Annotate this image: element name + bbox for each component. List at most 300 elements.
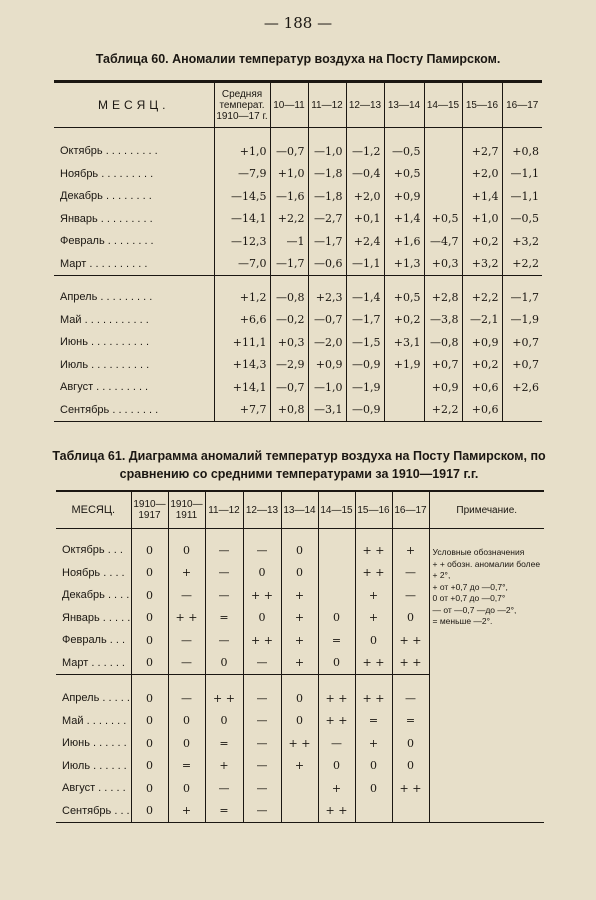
anomaly-cell: +11,1 (214, 331, 270, 354)
legend-line: 0 от +0,7 до —0,7° (432, 593, 506, 603)
anomaly-cell: +1,4 (462, 185, 502, 208)
anomaly-cell: +0,5 (424, 208, 462, 231)
anomaly-cell: 0 (392, 732, 429, 755)
anomaly-cell: —0,9 (346, 399, 384, 422)
anomaly-cell: 0 (131, 652, 168, 675)
anomaly-cell: + (318, 777, 355, 800)
table-60-header-row (54, 82, 542, 128)
anomaly-cell: —1,1 (502, 185, 542, 208)
anomaly-cell: —1,0 (308, 376, 346, 399)
anomaly-cell: — (243, 652, 281, 675)
spacer-cell (392, 675, 429, 688)
anomaly-cell: —1,8 (308, 185, 346, 208)
anomaly-cell: 0 (131, 732, 168, 755)
anomaly-cell: +2,7 (462, 140, 502, 163)
spacer-cell (346, 276, 384, 287)
anomaly-cell: +3,2 (462, 253, 502, 276)
table-row (54, 286, 542, 309)
anomaly-cell: = (355, 710, 392, 733)
anomaly-cell: + + (355, 652, 392, 675)
anomaly-cell: +2,3 (308, 286, 346, 309)
anomaly-cell: —1,7 (308, 230, 346, 253)
anomaly-cell: +0,7 (424, 354, 462, 377)
anomaly-cell: + + (205, 687, 243, 710)
spacer-cell (384, 276, 424, 287)
spacer-cell (281, 675, 318, 688)
col-header-period: 16—17 (392, 491, 429, 529)
anomaly-cell (392, 800, 429, 823)
anomaly-cell: + (281, 652, 318, 675)
anomaly-cell: +1,0 (270, 163, 308, 186)
spacer-cell (308, 276, 346, 287)
anomaly-cell: 0 (168, 710, 205, 733)
anomaly-cell (424, 185, 462, 208)
anomaly-cell: + (281, 629, 318, 652)
anomaly-cell: — (318, 732, 355, 755)
anomaly-cell (318, 584, 355, 607)
spacer-cell (243, 529, 281, 540)
anomaly-cell: — (205, 539, 243, 562)
anomaly-cell: +0,7 (502, 354, 542, 377)
legend-line: — от —0,7 —до —2°, (432, 604, 517, 615)
spacer-cell (424, 128, 462, 141)
anomaly-cell: —4,7 (424, 230, 462, 253)
spacer-cell (392, 529, 429, 540)
table-61-title: Таблица 61. Диаграмма аномалий температур воздуха на Посту Памирском, по сравнению со средними температурами за 1910—1917 г.г. (52, 449, 546, 481)
spacer-cell (308, 128, 346, 141)
anomaly-cell: — (243, 755, 281, 778)
anomaly-cell (318, 562, 355, 585)
anomaly-cell (424, 163, 462, 186)
anomaly-cell: —7,9 (214, 163, 270, 186)
spacer-cell (424, 276, 462, 287)
spacer-cell (355, 675, 392, 688)
anomaly-cell: —1,2 (346, 140, 384, 163)
anomaly-cell: + (281, 607, 318, 630)
anomaly-cell: 0 (392, 607, 429, 630)
anomaly-cell: +2,0 (346, 185, 384, 208)
anomaly-cell: +0,8 (270, 399, 308, 422)
anomaly-cell: —0,5 (384, 140, 424, 163)
anomaly-cell: +0,7 (502, 331, 542, 354)
col-header-period: 1910—1917 (131, 491, 168, 529)
col-header-period: 12—13 (346, 82, 384, 128)
page-number: — 188 — (263, 14, 333, 32)
anomaly-cell: — (168, 629, 205, 652)
month-label: Июль . . . . . . . . . . (60, 358, 150, 371)
table-61-header-row (56, 491, 544, 529)
month-label: Август . . . . . . . . . (60, 381, 149, 394)
anomaly-cell: 0 (131, 562, 168, 585)
anomaly-cell: —12,3 (214, 230, 270, 253)
anomaly-cell: —2,7 (308, 208, 346, 231)
anomaly-cell: +0,9 (462, 331, 502, 354)
spacer-cell (168, 675, 205, 688)
anomaly-cell: —1,7 (346, 309, 384, 332)
anomaly-cell: +3,2 (502, 230, 542, 253)
anomaly-cell (318, 539, 355, 562)
anomaly-cell (384, 399, 424, 422)
anomaly-cell: +0,3 (424, 253, 462, 276)
spacer-cell (131, 529, 168, 540)
anomaly-cell (281, 800, 318, 823)
anomaly-cell (424, 140, 462, 163)
anomaly-cell: 0 (392, 755, 429, 778)
anomaly-cell: +1,6 (384, 230, 424, 253)
anomaly-cell: 0 (281, 687, 318, 710)
table-row (54, 376, 542, 399)
anomaly-cell: —0,4 (346, 163, 384, 186)
anomaly-cell (281, 777, 318, 800)
anomaly-cell: —1,1 (502, 163, 542, 186)
spacer-cell (318, 529, 355, 540)
table-60 (54, 80, 542, 422)
anomaly-cell: + + (355, 539, 392, 562)
table-row (54, 230, 542, 253)
spacer-cell (270, 128, 308, 141)
anomaly-cell: +3,1 (384, 331, 424, 354)
month-label: Февраль . . . (62, 634, 126, 647)
anomaly-cell: —0,7 (270, 376, 308, 399)
anomaly-cell: —1,9 (346, 376, 384, 399)
anomaly-cell: — (243, 777, 281, 800)
anomaly-cell: +14,3 (214, 354, 270, 377)
table-row (54, 309, 542, 332)
anomaly-cell: —1,9 (502, 309, 542, 332)
anomaly-cell: + + (355, 687, 392, 710)
legend-line: = меньше —2°. (432, 616, 493, 626)
anomaly-cell: = (318, 629, 355, 652)
anomaly-cell: —2,1 (462, 309, 502, 332)
anomaly-cell: +0,2 (384, 309, 424, 332)
anomaly-cell: + (355, 607, 392, 630)
anomaly-cell: 0 (243, 607, 281, 630)
anomaly-cell: +0,9 (384, 185, 424, 208)
col-header-month: МЕСЯЦ. (54, 82, 214, 128)
anomaly-cell: —1,7 (502, 286, 542, 309)
anomaly-cell: +2,2 (502, 253, 542, 276)
anomaly-cell (384, 376, 424, 399)
anomaly-cell: —3,8 (424, 309, 462, 332)
table-60-title: Таблица 60. Аномалии температур воздуха на Посту Памирском. (95, 52, 501, 66)
anomaly-cell: — (243, 539, 281, 562)
anomaly-cell: — (243, 687, 281, 710)
anomaly-cell: +1,0 (462, 208, 502, 231)
anomaly-cell: —0,9 (346, 354, 384, 377)
spacer-cell (214, 128, 270, 141)
anomaly-cell: — (168, 652, 205, 675)
anomaly-cell: + (355, 584, 392, 607)
anomaly-cell: —1,5 (346, 331, 384, 354)
anomaly-cell: + (281, 584, 318, 607)
spacer-cell (56, 675, 131, 688)
anomaly-cell: + + (318, 710, 355, 733)
spacer-cell (462, 128, 502, 141)
anomaly-cell: = (168, 755, 205, 778)
anomaly-cell: +1,4 (384, 208, 424, 231)
col-header-period: 10—11 (270, 82, 308, 128)
table-row (54, 185, 542, 208)
anomaly-cell: 0 (131, 539, 168, 562)
spacer-cell (54, 128, 214, 141)
month-label: Июль . . . . . . (62, 759, 127, 772)
col-header-period: 13—14 (281, 491, 318, 529)
anomaly-cell: — (392, 562, 429, 585)
month-label: Август . . . . . (62, 782, 126, 795)
anomaly-cell: +2,2 (462, 286, 502, 309)
month-label: Декабрь . . . . . . . . (60, 190, 152, 203)
anomaly-cell: +2,8 (424, 286, 462, 309)
anomaly-cell: 0 (355, 755, 392, 778)
legend-note (429, 539, 544, 823)
anomaly-cell: 0 (355, 629, 392, 652)
spacer-cell (270, 276, 308, 287)
anomaly-cell: = (392, 710, 429, 733)
spacer-cell (429, 529, 544, 540)
anomaly-cell: +0,9 (424, 376, 462, 399)
anomaly-cell: 0 (131, 584, 168, 607)
anomaly-cell: +2,6 (502, 376, 542, 399)
spacer-cell (214, 276, 270, 287)
anomaly-cell: +2,4 (346, 230, 384, 253)
col-header-period: 14—15 (424, 82, 462, 128)
month-label: Май . . . . . . . . . . . (60, 313, 149, 326)
anomaly-cell: — (392, 687, 429, 710)
spacer-cell (205, 529, 243, 540)
anomaly-cell: 0 (205, 652, 243, 675)
anomaly-cell: +7,7 (214, 399, 270, 422)
col-header-mean: Средняя температ. 1910—17 г. (214, 82, 270, 128)
spacer-cell (346, 128, 384, 141)
anomaly-cell: + + (168, 607, 205, 630)
spacer-cell (355, 529, 392, 540)
anomaly-cell: 0 (281, 562, 318, 585)
anomaly-cell: — (168, 584, 205, 607)
col-header-note: Примечание. (429, 491, 544, 529)
anomaly-cell: + + (243, 584, 281, 607)
anomaly-cell: —0,5 (502, 208, 542, 231)
anomaly-cell: 0 (131, 687, 168, 710)
anomaly-cell: + (392, 539, 429, 562)
anomaly-cell: 0 (131, 629, 168, 652)
spacer-cell (205, 675, 243, 688)
month-label: Май . . . . . . . (62, 714, 127, 727)
anomaly-cell: 0 (281, 539, 318, 562)
spacer-row (54, 128, 542, 141)
legend-line: + + обозн. аномалии более + 2°, (432, 558, 541, 580)
anomaly-cell: — (205, 629, 243, 652)
month-label: Июнь . . . . . . (62, 737, 127, 750)
anomaly-cell: + + (318, 687, 355, 710)
month-label: Апрель . . . . . (62, 692, 130, 705)
col-header-period: 11—12 (205, 491, 243, 529)
anomaly-cell: +0,6 (462, 376, 502, 399)
anomaly-cell: 0 (131, 755, 168, 778)
anomaly-cell: +0,6 (462, 399, 502, 422)
anomaly-cell: +0,5 (384, 286, 424, 309)
anomaly-cell: —0,8 (424, 331, 462, 354)
anomaly-cell: + (205, 755, 243, 778)
anomaly-cell: — (168, 687, 205, 710)
spacer-cell (384, 128, 424, 141)
anomaly-cell: — (243, 800, 281, 823)
anomaly-cell: —7,0 (214, 253, 270, 276)
spacer-cell (131, 675, 168, 688)
anomaly-cell: + + (281, 732, 318, 755)
col-header-period: 15—16 (462, 82, 502, 128)
table-row (54, 399, 542, 422)
anomaly-cell: —0,2 (270, 309, 308, 332)
anomaly-cell: + (355, 732, 392, 755)
anomaly-cell: 0 (243, 562, 281, 585)
anomaly-cell: — (392, 584, 429, 607)
anomaly-cell: +14,1 (214, 376, 270, 399)
anomaly-cell: + (281, 755, 318, 778)
spacer-cell (281, 529, 318, 540)
anomaly-cell: 0 (131, 800, 168, 823)
anomaly-cell: —1,8 (308, 163, 346, 186)
table-row (54, 208, 542, 231)
anomaly-cell: + + (355, 562, 392, 585)
legend-line: Условные обозначения (432, 547, 525, 557)
table-row (56, 539, 544, 562)
anomaly-cell: 0 (318, 607, 355, 630)
anomaly-cell: + + (392, 629, 429, 652)
month-label: Октябрь . . . (62, 544, 123, 557)
col-header-period: 14—15 (318, 491, 355, 529)
month-label: Июнь . . . . . . . . . . (60, 336, 150, 349)
anomaly-cell: —0,6 (308, 253, 346, 276)
anomaly-cell: +0,8 (502, 140, 542, 163)
anomaly-cell: + + (243, 629, 281, 652)
anomaly-cell: +0,2 (462, 354, 502, 377)
anomaly-cell: —1 (270, 230, 308, 253)
month-label: Март . . . . . . . . . . (60, 257, 148, 270)
spacer-cell (54, 276, 214, 287)
table-row (54, 354, 542, 377)
month-label: Сентябрь . . . . . . . . (60, 403, 159, 416)
table-row (54, 163, 542, 186)
month-label: Март . . . . . . (62, 656, 125, 669)
month-label: Январь . . . . . (62, 611, 131, 624)
anomaly-cell: +2,2 (424, 399, 462, 422)
anomaly-cell: — (205, 562, 243, 585)
col-header-month: МЕСЯЦ. (56, 491, 131, 529)
spacer-cell (318, 675, 355, 688)
anomaly-cell: +2,0 (462, 163, 502, 186)
anomaly-cell: —1,0 (308, 140, 346, 163)
table-row (54, 140, 542, 163)
anomaly-cell: + (168, 562, 205, 585)
anomaly-cell: —1,4 (346, 286, 384, 309)
anomaly-cell: —14,1 (214, 208, 270, 231)
month-label: Январь . . . . . . . . . (60, 212, 153, 225)
anomaly-cell: 0 (168, 777, 205, 800)
month-label: Ноябрь . . . . . . . . . (60, 167, 154, 180)
col-header-period: 1910—1911 (168, 491, 205, 529)
section-divider (54, 276, 542, 287)
anomaly-cell: — (243, 732, 281, 755)
month-label: Сентябрь . . . (62, 804, 130, 817)
spacer-cell (462, 276, 502, 287)
anomaly-cell: + (168, 800, 205, 823)
col-header-period: 12—13 (243, 491, 281, 529)
anomaly-cell: +2,2 (270, 208, 308, 231)
spacer-cell (502, 276, 542, 287)
anomaly-cell: = (205, 800, 243, 823)
anomaly-cell: —3,1 (308, 399, 346, 422)
anomaly-cell (355, 800, 392, 823)
col-header-period: 15—16 (355, 491, 392, 529)
anomaly-cell: +1,2 (214, 286, 270, 309)
anomaly-cell: 0 (131, 710, 168, 733)
anomaly-cell: 0 (168, 732, 205, 755)
spacer-cell (502, 128, 542, 141)
col-header-period: 11—12 (308, 82, 346, 128)
anomaly-cell: —1,6 (270, 185, 308, 208)
anomaly-cell: 0 (168, 539, 205, 562)
anomaly-cell: +0,5 (384, 163, 424, 186)
anomaly-cell: + + (392, 652, 429, 675)
anomaly-cell: 0 (281, 710, 318, 733)
spacer-cell (243, 675, 281, 688)
month-label: Февраль . . . . . . . . (60, 235, 154, 248)
col-header-period: 16—17 (502, 82, 542, 128)
anomaly-cell: — (205, 777, 243, 800)
anomaly-cell: 0 (131, 607, 168, 630)
anomaly-cell: + + (392, 777, 429, 800)
anomaly-cell: = (205, 607, 243, 630)
spacer-cell (56, 529, 131, 540)
anomaly-cell: +1,9 (384, 354, 424, 377)
anomaly-cell: +1,3 (384, 253, 424, 276)
anomaly-cell: 0 (318, 755, 355, 778)
anomaly-cell: +0,3 (270, 331, 308, 354)
table-61 (56, 490, 544, 823)
table-row (54, 331, 542, 354)
anomaly-cell: —1,1 (346, 253, 384, 276)
anomaly-cell: +1,0 (214, 140, 270, 163)
month-label: Декабрь . . . . (62, 589, 130, 602)
month-label: Ноябрь . . . . (62, 566, 125, 579)
anomaly-cell: —0,7 (308, 309, 346, 332)
anomaly-cell: +0,2 (462, 230, 502, 253)
table-row (54, 253, 542, 276)
anomaly-cell: —0,8 (270, 286, 308, 309)
spacer-cell (168, 529, 205, 540)
col-header-period: 13—14 (384, 82, 424, 128)
month-label: Октябрь . . . . . . . . . (60, 145, 158, 158)
anomaly-cell: + + (318, 800, 355, 823)
anomaly-cell: +0,9 (308, 354, 346, 377)
anomaly-cell: 0 (131, 777, 168, 800)
anomaly-cell: —0,7 (270, 140, 308, 163)
anomaly-cell: —1,7 (270, 253, 308, 276)
anomaly-cell: 0 (205, 710, 243, 733)
anomaly-cell: —14,5 (214, 185, 270, 208)
anomaly-cell (502, 399, 542, 422)
anomaly-cell: — (243, 710, 281, 733)
month-label: Апрель . . . . . . . . . (60, 291, 153, 304)
anomaly-cell: +6,6 (214, 309, 270, 332)
legend-line: + от +0,7 до —0,7°, (432, 581, 508, 592)
anomaly-cell: —2,0 (308, 331, 346, 354)
anomaly-cell: — (205, 584, 243, 607)
anomaly-cell: +0,1 (346, 208, 384, 231)
anomaly-cell: 0 (318, 652, 355, 675)
anomaly-cell: 0 (355, 777, 392, 800)
anomaly-cell: —2,9 (270, 354, 308, 377)
